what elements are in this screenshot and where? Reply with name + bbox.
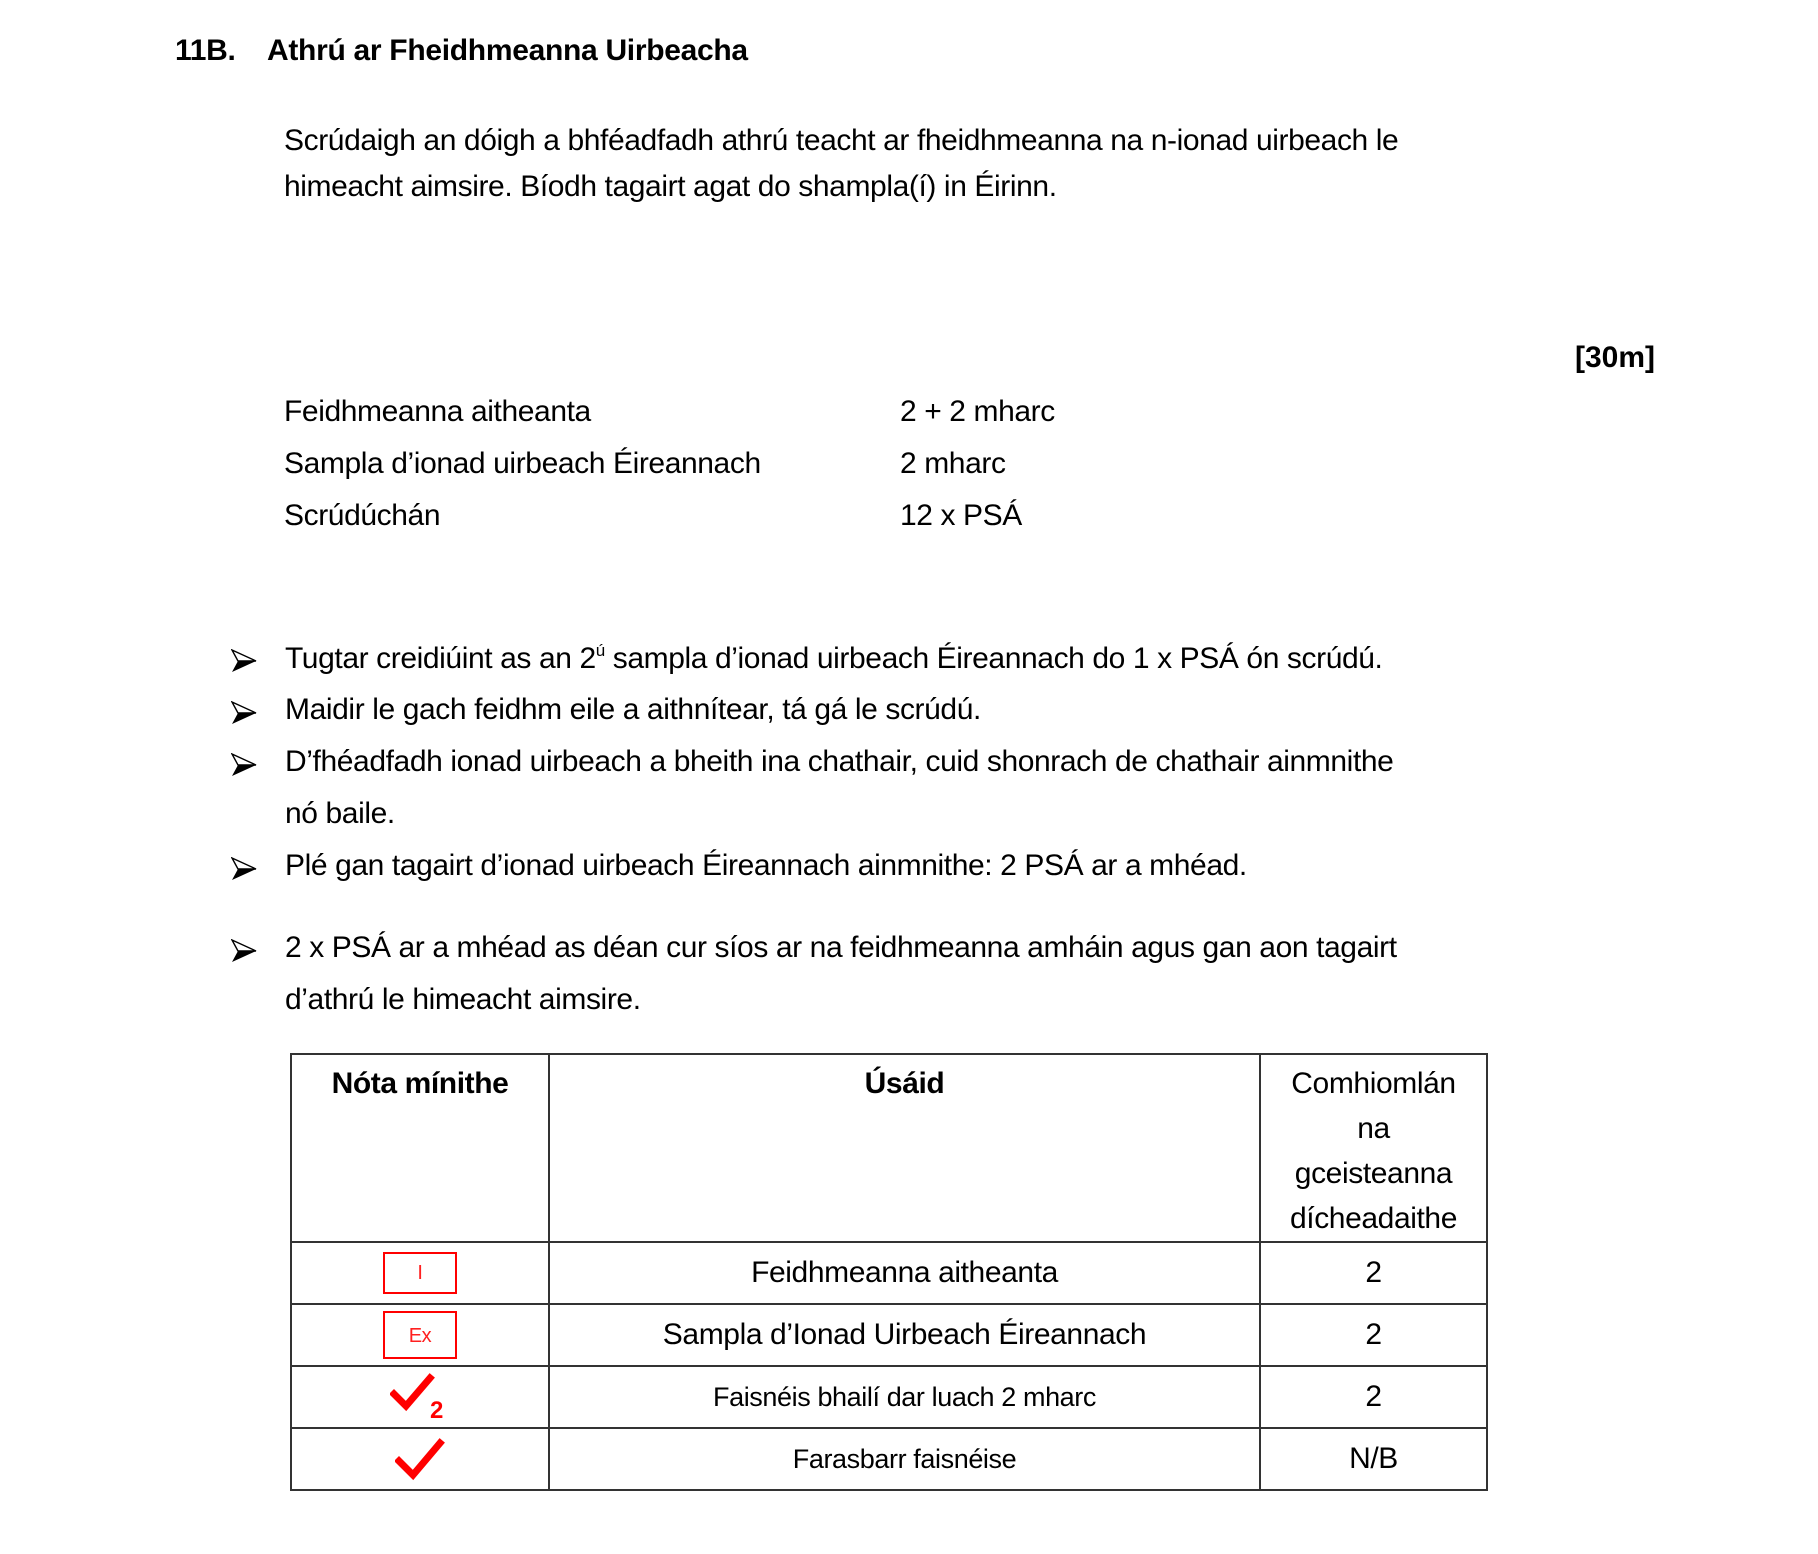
usage-cell: Sampla d’Ionad Uirbeach Éireannach bbox=[549, 1304, 1260, 1366]
box-I-icon: I bbox=[383, 1252, 457, 1294]
total-cell: N/B bbox=[1260, 1428, 1487, 1490]
bullet-1-text-a: Tugtar creidiúint as an 2 bbox=[285, 642, 596, 675]
table-header-row bbox=[291, 1054, 1487, 1242]
question-line-2: himeacht aimsire. Bíodh tagairt agat do shampla(í) in Éirinn. bbox=[284, 170, 1057, 203]
tick-2-icon bbox=[390, 1372, 450, 1422]
total-cell: 2 bbox=[1260, 1304, 1487, 1366]
arrow-bullet-icon bbox=[231, 753, 257, 777]
annotation-key-table bbox=[290, 1053, 1488, 1491]
bullet-2-text: Maidir le gach feidhm eile a aithnítear, tá gá le scrúdú. bbox=[285, 693, 981, 726]
bullet-3-text-line-2: nó baile. bbox=[285, 797, 395, 830]
header-usage: Úsáid bbox=[549, 1054, 1260, 1242]
total-cell: 2 bbox=[1260, 1242, 1487, 1304]
question-line-1: Scrúdaigh an dóigh a bhféadfadh athrú teacht ar fheidhmeanna na n-ionad uirbeach le bbox=[284, 124, 1399, 157]
table-row bbox=[291, 1242, 1487, 1304]
tick-icon bbox=[395, 1437, 445, 1481]
arrow-bullet-icon bbox=[231, 649, 257, 673]
allocation-label-1: Feidhmeanna aitheanta bbox=[284, 395, 591, 428]
usage-cell: Farasbarr faisnéise bbox=[549, 1428, 1260, 1490]
usage-cell: Faisnéis bhailí dar luach 2 mharc bbox=[549, 1366, 1260, 1428]
table-row bbox=[291, 1428, 1487, 1490]
arrow-bullet-icon bbox=[231, 939, 257, 963]
marks-total: [30m] bbox=[1574, 341, 1655, 374]
table-row bbox=[291, 1366, 1487, 1428]
header-note: Nóta mínithe bbox=[291, 1054, 549, 1242]
total-cell: 2 bbox=[1260, 1366, 1487, 1428]
allocation-label-3: Scrúdúchán bbox=[284, 499, 441, 532]
arrow-bullet-icon bbox=[231, 857, 257, 881]
table-row bbox=[291, 1304, 1487, 1366]
bullet-5-text-line-2: d’athrú le himeacht aimsire. bbox=[285, 983, 641, 1016]
allocation-label-2: Sampla d’ionad uirbeach Éireannach bbox=[284, 447, 761, 480]
usage-cell: Feidhmeanna aitheanta bbox=[549, 1242, 1260, 1304]
section-heading bbox=[175, 34, 748, 68]
section-title: Athrú ar Fheidhmeanna Uirbeacha bbox=[267, 34, 748, 67]
header-total: Comhiomlán na gceisteanna dícheadaithe bbox=[1260, 1054, 1487, 1242]
section-number: 11B. bbox=[175, 34, 236, 67]
bullet-1-text-b: sampla d’ionad uirbeach Éireannach do 1 x PSÁ ón scrúdú. bbox=[604, 642, 1383, 675]
bullet-3-text-line-1: D’fhéadfadh ionad uirbeach a bheith ina chathair, cuid shonrach de chathair ainmnithe bbox=[285, 745, 1394, 778]
allocation-value-3: 12 x PSÁ bbox=[900, 499, 1022, 532]
ordinal-suffix: ú bbox=[595, 641, 605, 660]
bullet-4-text: Plé gan tagairt d’ionad uirbeach Éireannach ainmnithe: 2 PSÁ ar a mhéad. bbox=[285, 849, 1247, 882]
svg-text:2: 2 bbox=[430, 1397, 443, 1422]
arrow-bullet-icon bbox=[231, 701, 257, 725]
box-Ex-icon: Ex bbox=[383, 1311, 457, 1359]
bullet-5-text-line-1: 2 x PSÁ ar a mhéad as déan cur síos ar na feidhmeanna amháin agus gan aon tagairt bbox=[285, 931, 1397, 964]
allocation-value-2: 2 mharc bbox=[900, 447, 1006, 480]
allocation-value-1: 2 + 2 mharc bbox=[900, 395, 1055, 428]
